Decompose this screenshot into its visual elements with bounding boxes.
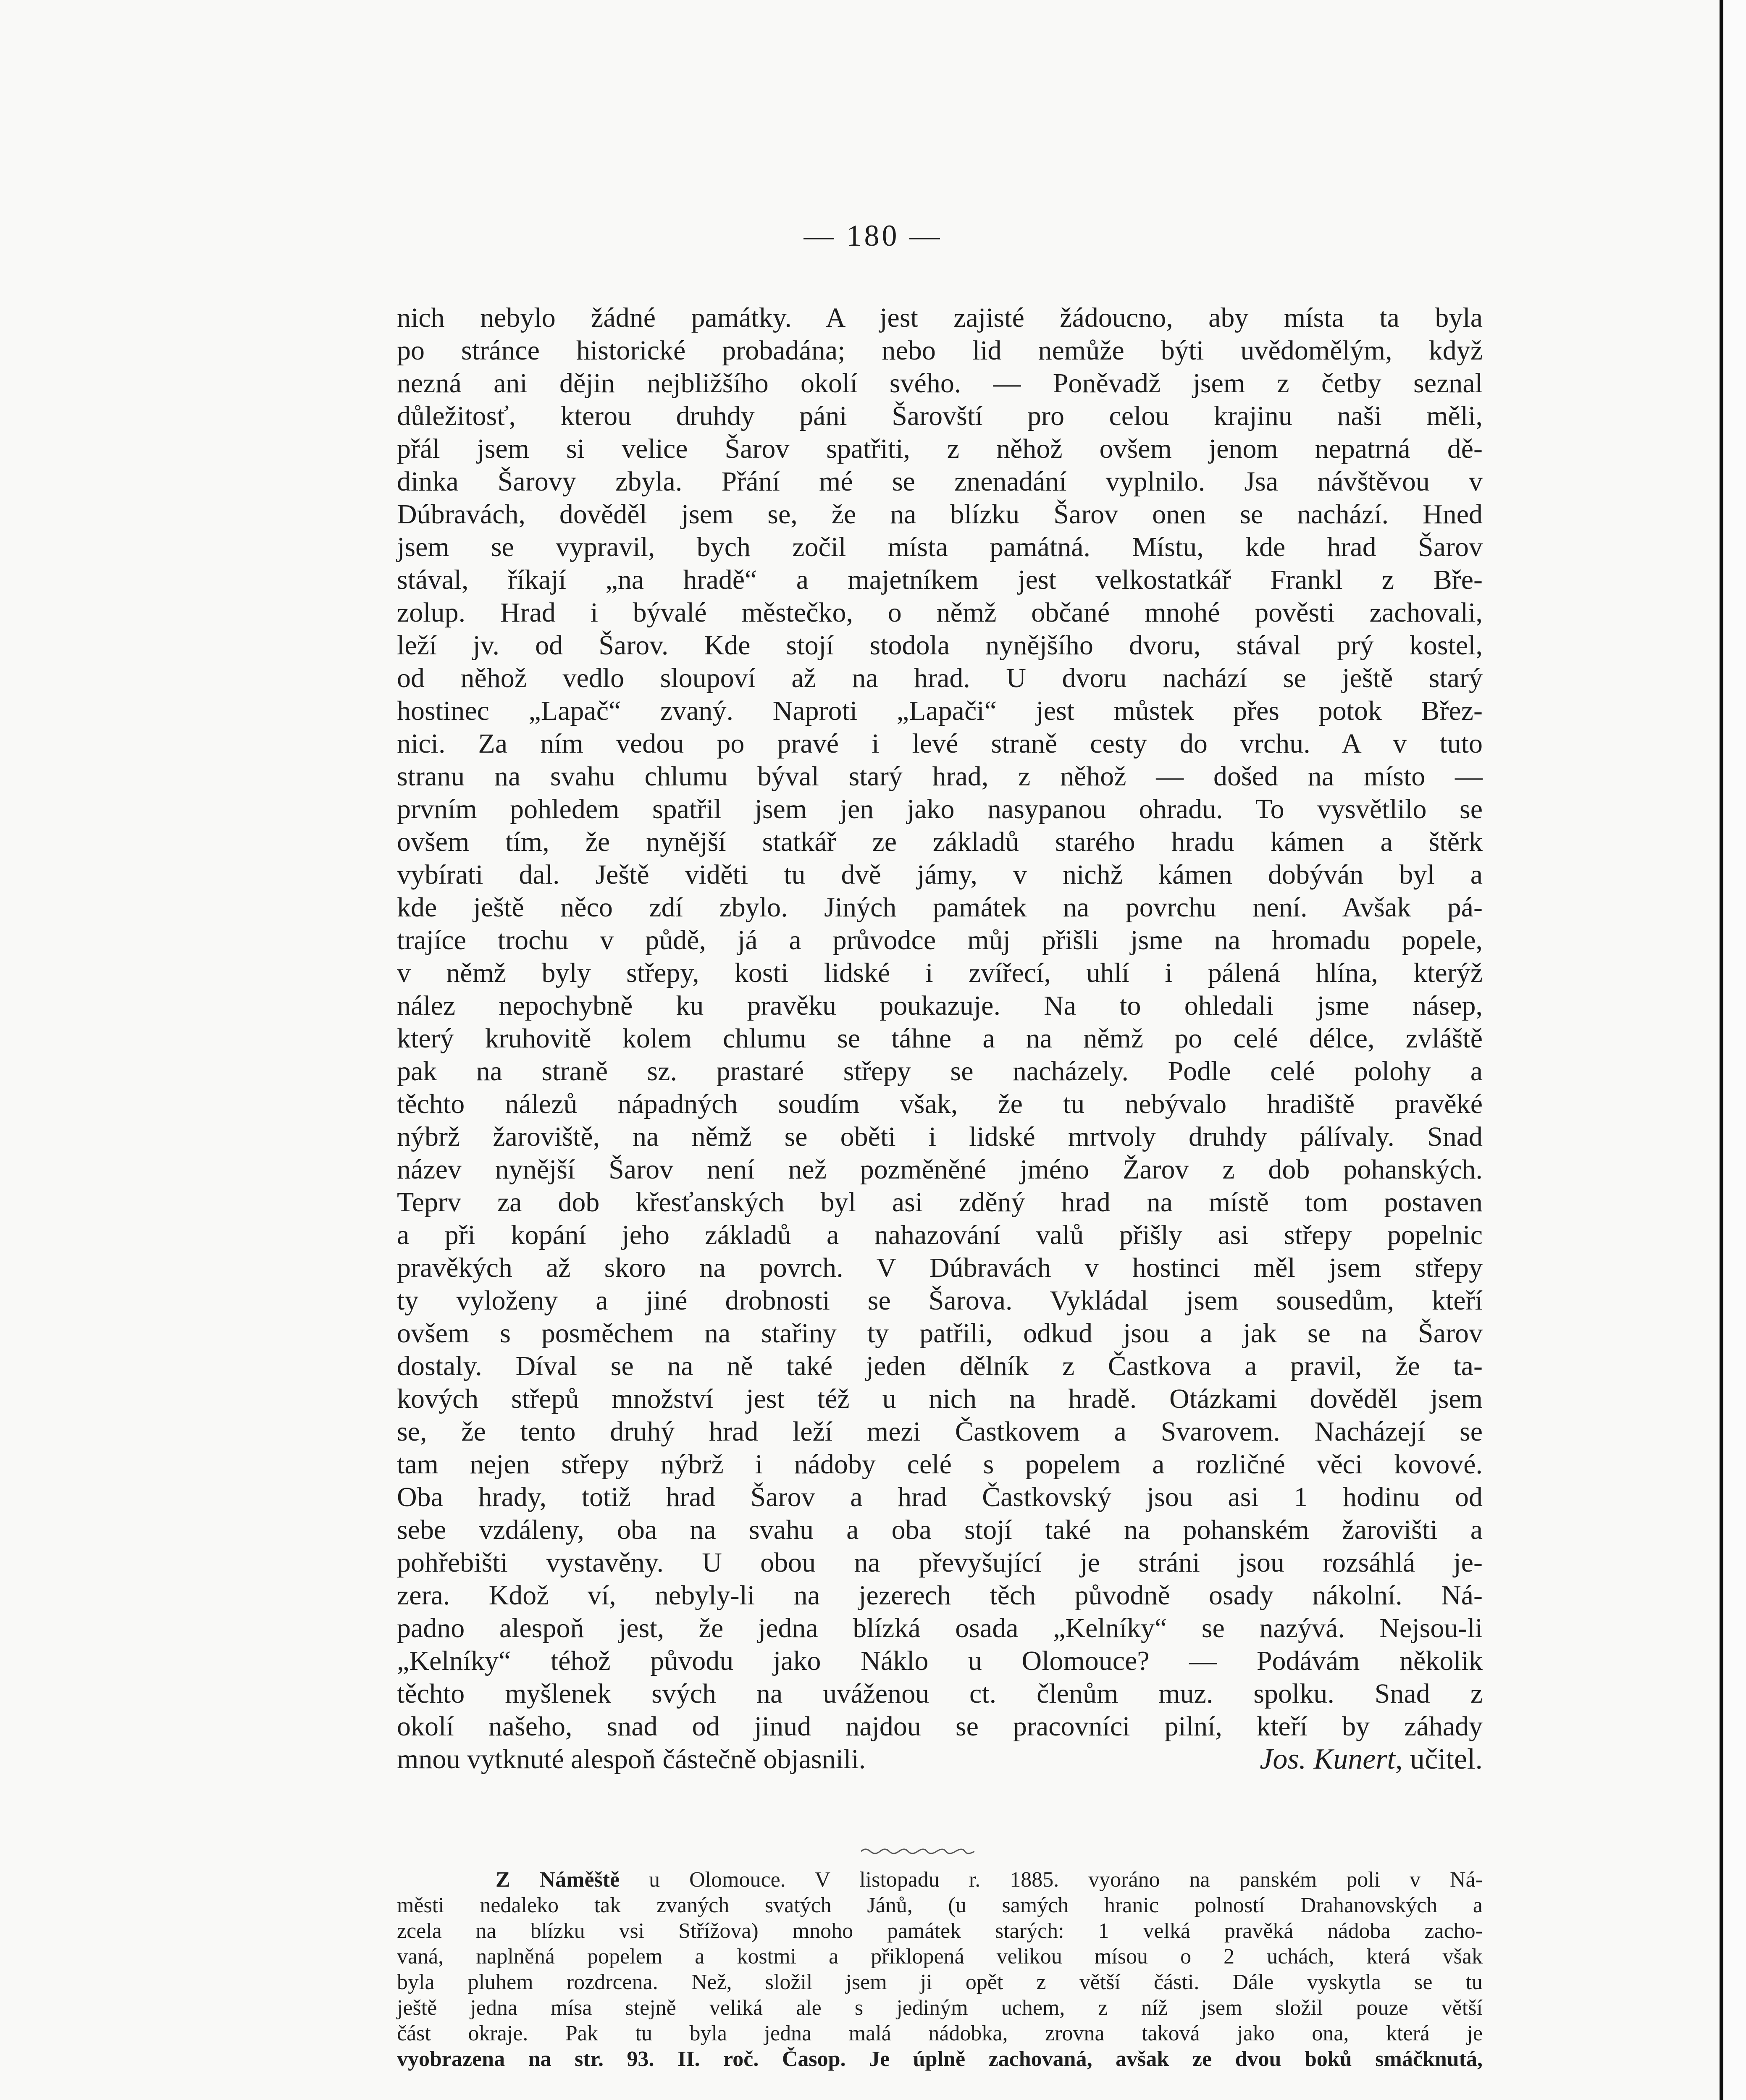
page-number: — 180 — [803,219,943,252]
note-line: vaná, naplněná popelem a kostmi a přiklopená velikou mísou o 2 uchách, která však [397,1945,1483,1969]
text-line: stával, říkají „na hradě“ a majetníkem jest velkostatkář Frankl z Bře- [397,564,1483,595]
text-line: který kruhovitě kolem chlumu se táhne a na němž po celé délce, zvláště [397,1023,1483,1054]
text-line: od něhož vedlo sloupoví až na hrad. U dvoru nachází se ještě starý [397,663,1483,693]
text-line: pravěkých až skoro na povrch. V Dúbravách v hostinci měl jsem střepy [397,1252,1483,1283]
news-note [397,1867,1483,2072]
note-line: ještě jedna mísa stejně veliká ale s jediným uchem, z níž jsem složil pouze větší [397,1996,1483,2020]
text-line: vybírati dal. Ještě viděti tu dvě jámy, v nichž kámen dobýván byl a [397,859,1483,890]
text-line: zera. Kdož ví, nebyly-li na jezerech těch původně osady nákolní. Ná- [397,1580,1483,1611]
note-line: část okraje. Pak tu byla jedna malá nádobka, zrovna taková jako ona, která je [397,2021,1483,2045]
text-line: název nynější Šarov není než pozměněné jméno Žarov z dob pohanských. [397,1154,1483,1185]
author-role: učitel. [1410,1743,1483,1775]
article-lines [397,302,1483,1743]
author-name: Jos. Kunert, [1260,1743,1403,1775]
note-line: městi nedaleko tak zvaných svatých Jánů, (u samých hranic polností Drahanovských a [397,1893,1483,1917]
text-line: hostinec „Lapač“ zvaný. Naproti „Lapači“ jest můstek přes potok Břez- [397,696,1483,726]
text-line: kde ještě něco zdí zbylo. Jiných památek na povrchu není. Avšak pá- [397,892,1483,923]
text-line: stranu na svahu chlumu býval starý hrad, z něhož — došed na místo — [397,761,1483,792]
closing-text: mnou vytknuté alespoň částečně objasnili. [397,1744,866,1774]
text-line: přál jsem si velice Šarov spatřiti, z něhož ovšem jenom nepatrná dě- [397,433,1483,464]
text-line: nici. Za ním vedou po pravé i levé straně cesty do vrchu. A v tuto [397,728,1483,759]
text-line: nález nepochybně ku pravěku poukazuje. Na to ohledali jsme násep, [397,990,1483,1021]
text-line: těchto myšlenek svých na uváženou ct. členům muz. spolku. Snad z [397,1678,1483,1709]
text-line: nezná ani dějin nejbližšího okolí svého. — Poněvadž jsem z četby seznal [397,368,1483,399]
text-line: se, že tento druhý hrad leží mezi Častkovem a Svarovem. Nacházejí se [397,1416,1483,1447]
note-first-line [397,1867,1483,1893]
text-line: nýbrž žaroviště, na němž se oběti i lidské mrtvoly druhdy pálívaly. Snad [397,1121,1483,1152]
text-line: pohřebišti vystavěny. U obou na převyšující je stráni jsou rozsáhlá je- [397,1547,1483,1578]
text-line: Dúbravách, dověděl jsem se, že na blízku Šarov onen se nachází. Hned [397,499,1483,530]
page-edge-border [1720,0,1746,2100]
text-line: dostaly. Díval se na ně také jeden dělník z Častkova a pravil, že ta- [397,1351,1483,1381]
text-line: padno alespoň jest, že jedna blízká osada „Kelníky“ se nazývá. Nejsou-li [397,1613,1483,1643]
note-line: byla pluhem rozdrcena. Než, složil jsem ji opět z větší části. Dále vyskytla se tu [397,1970,1483,1994]
author-signature [1260,1743,1483,1776]
closing-line [397,1743,1483,1776]
text-line: důležitosť, kterou druhdy páni Šarovští pro celou krajinu naši měli, [397,401,1483,431]
text-line: prvním pohledem spatřil jsem jen jako nasypanou ohradu. To vysvětlilo se [397,794,1483,824]
text-line: po stránce historické probadána; nebo lid nemůže býti uvědomělým, když [397,335,1483,366]
text-line: ovšem tím, že nynější statkář ze základů starého hradu kámen a štěrk [397,827,1483,857]
text-line: trajíce trochu v půdě, já a průvodce můj přišli jsme na hromadu popele, [397,925,1483,956]
text-line: Oba hrady, totiž hrad Šarov a hrad Častkovský jsou asi 1 hodinu od [397,1482,1483,1512]
text-line: v němž byly střepy, kosti lidské i zvířecí, uhlí i pálená hlína, kterýž [397,958,1483,988]
note-lines [397,1893,1483,2046]
text-line: tam nejen střepy nýbrž i nádoby celé s popelem a rozličné věci kovové. [397,1449,1483,1480]
text-line: nich nebylo žádné památky. A jest zajisté žádoucno, aby místa ta byla [397,302,1483,333]
text-line: sebe vzdáleny, oba na svahu a oba stojí také na pohanském žarovišti a [397,1515,1483,1545]
note-last-line: vyobrazena na str. 93. II. roč. Časop. Je úplně zachovaná, avšak ze dvou boků smáčknutá, [397,2047,1483,2071]
note-lead-rest: u Olomouce. V listopadu r. 1885. vyoráno na panském poli v Ná- [649,1868,1483,1892]
text-line: ovšem s posměchem na stařiny ty patřili, odkud jsou a jak se na Šarov [397,1318,1483,1349]
note-line: zcela na blízku vsi Střížova) mnoho památek starých: 1 velká pravěká nádoba zacho- [397,1919,1483,1943]
text-line: těchto nálezů nápadných soudím však, že tu nebývalo hradiště pravěké [397,1089,1483,1119]
article-body [397,302,1483,1776]
text-line: Teprv za dob křesťanských byl asi zděný hrad na místě tom postaven [397,1187,1483,1218]
text-line: leží jv. od Šarov. Kde stojí stodola nynějšího dvoru, stával prý kostel, [397,630,1483,661]
text-line: okolí našeho, snad od jinud najdou se pracovníci pilní, kteří by záhady [397,1711,1483,1742]
text-line: ty vyloženy a jiné drobnosti se Šarova. Vykládal jsem sousedům, kteří [397,1285,1483,1316]
text-line: dinka Šarovy zbyla. Přání mé se znenadání vyplnilo. Jsa návštěvou v [397,466,1483,497]
text-line: pak na straně sz. prastaré střepy se nacházely. Podle celé polohy a [397,1056,1483,1087]
text-line: „Kelníky“ téhož původu jako Náklo u Olomouce? — Podávám několik [397,1646,1483,1676]
text-line: a při kopání jeho základů a nahazování valů přišly asi střepy popelnic [397,1220,1483,1250]
text-line: jsem se vypravil, bych zočil místa památná. Místu, kde hrad Šarov [397,532,1483,562]
section-separator [861,1847,974,1856]
text-line: kových střepů množství jest též u nich na hradě. Otázkami dověděl jsem [397,1383,1483,1414]
note-lead: Z Náměště [496,1868,620,1892]
text-line: zolup. Hrad i bývalé městečko, o němž občané mnohé pověsti zachovali, [397,597,1483,628]
